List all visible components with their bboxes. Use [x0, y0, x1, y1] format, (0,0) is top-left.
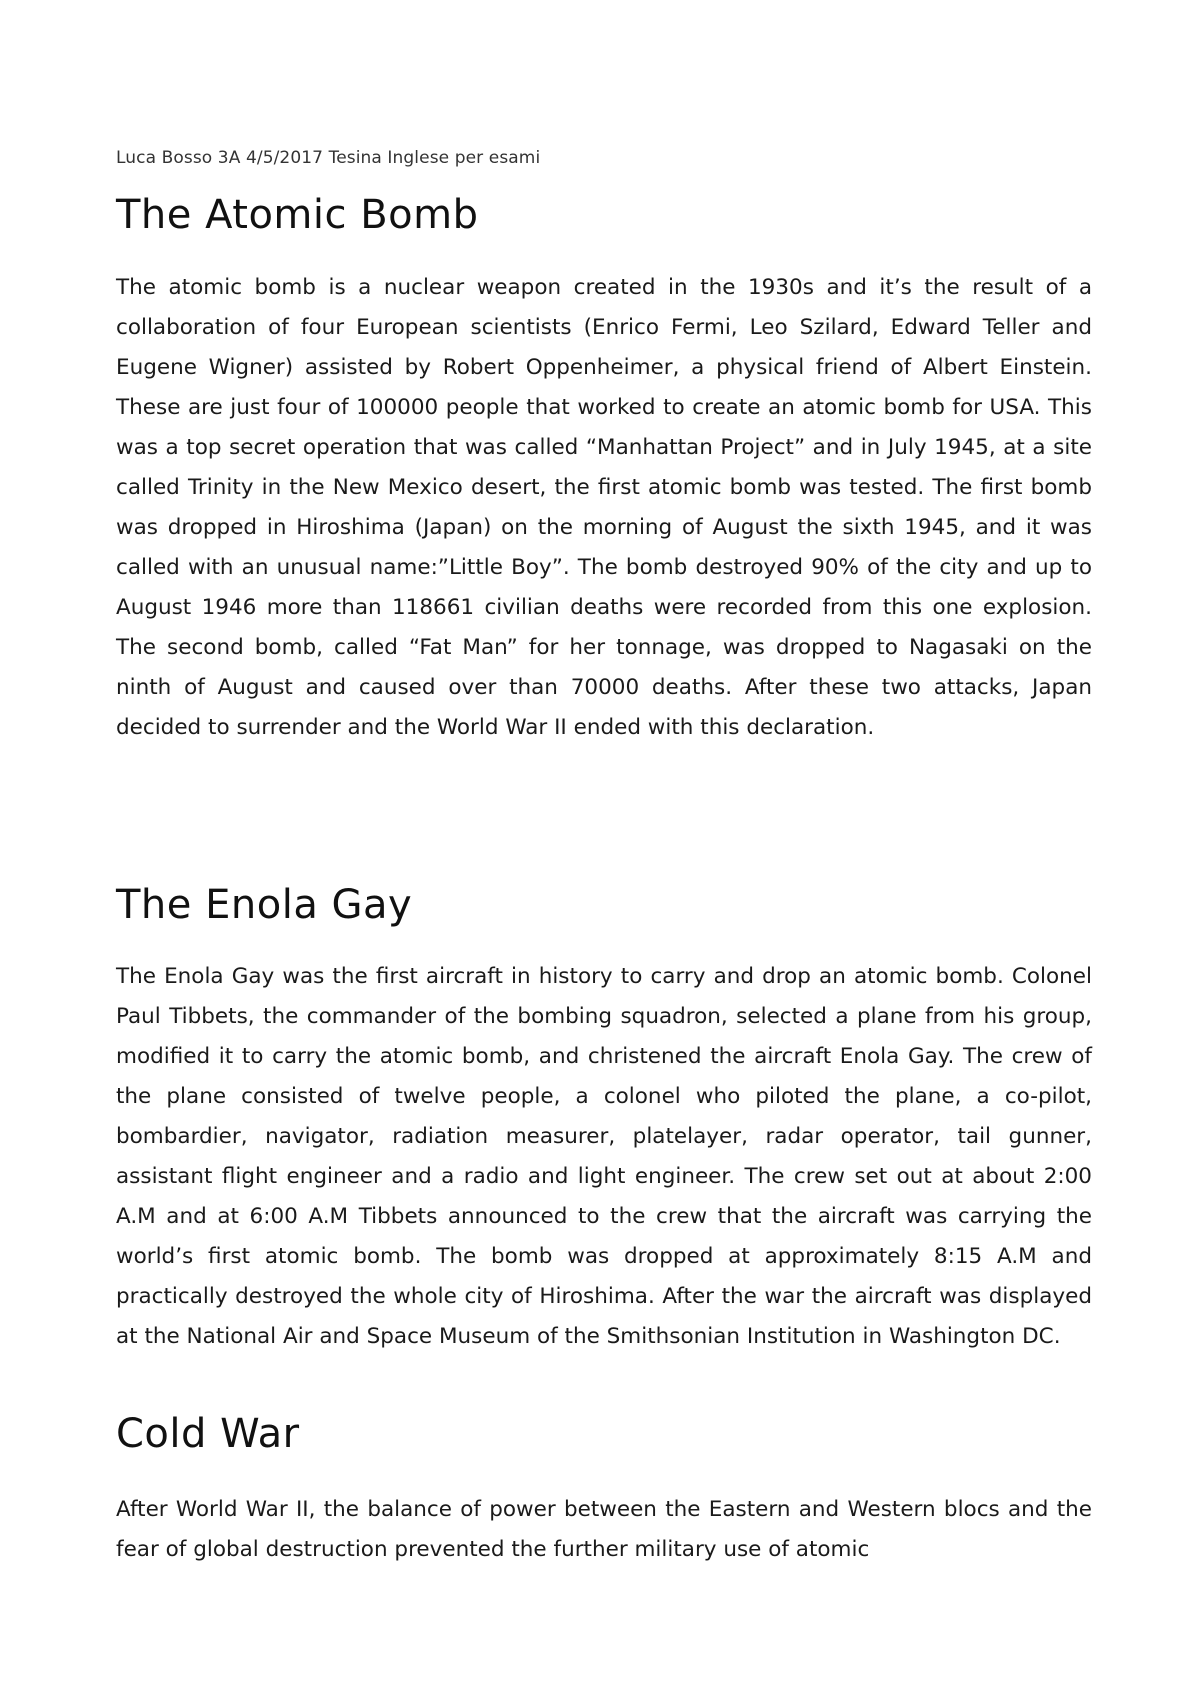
section-title-cold-war: Cold War: [116, 1411, 300, 1457]
document-header: Luca Bosso 3A 4/5/2017 Tesina Inglese per esami: [116, 148, 541, 168]
section-title-enola-gay: The Enola Gay: [116, 882, 413, 928]
section-body-cold-war: After World War II, the balance of power between the Eastern and Western blocs and the fear of global destruction prevented the further military use of atomic: [116, 1497, 1092, 1562]
section-title-atomic-bomb: The Atomic Bomb: [116, 192, 479, 238]
section-body-enola-gay: The Enola Gay was the first aircraft in history to carry and drop an atomic bomb. Colonel Paul Tibbets, the commander of the bombing squadron, selected a plane from his group, modified it to carry the atomic bomb, and christened the aircraft Enola Gay. The crew of the plane consisted of twelve people, a colonel who piloted the plane, a co-pilot, bombardier, navigator, radiation measurer, platelayer, radar operator, tail gunner, assistant flight engineer and a radio and light engineer. The crew set out at about 2:00 A.M and at 6:00 A.M Tibbets announced to the crew that the aircraft was carrying the world’s first atomic bomb. The bomb was dropped at approximately 8:15 A.M and practically destroyed the whole city of Hiroshima. After the war the aircraft was displayed at the National Air and Space Museum of the Smithsonian Institution in Washington DC.: [116, 964, 1092, 1349]
section-body-atomic-bomb: The atomic bomb is a nuclear weapon created in the 1930s and it’s the result of a collaboration of four European scientists (Enrico Fermi, Leo Szilard, Edward Teller and Eugene Wigner) assisted by Robert Oppenheimer, a physical friend of Albert Einstein. These are just four of 100000 people that worked to create an atomic bomb for USA. This was a top secret operation that was called “Manhattan Project” and in July 1945, at a site called Trinity in the New Mexico desert, the first atomic bomb was tested. The first bomb was dropped in Hiroshima (Japan) on the morning of August the sixth 1945, and it was called with an unusual name:”Little Boy”. The bomb destroyed 90% of the city and up to August 1946 more than 118661 civilian deaths were recorded from this one explosion. The second bomb, called “Fat Man” for her tonnage, was dropped to Nagasaki on the ninth of August and caused over than 70000 deaths. After these two attacks, Japan decided to surrender and the World War II ended with this declaration.: [116, 275, 1092, 740]
